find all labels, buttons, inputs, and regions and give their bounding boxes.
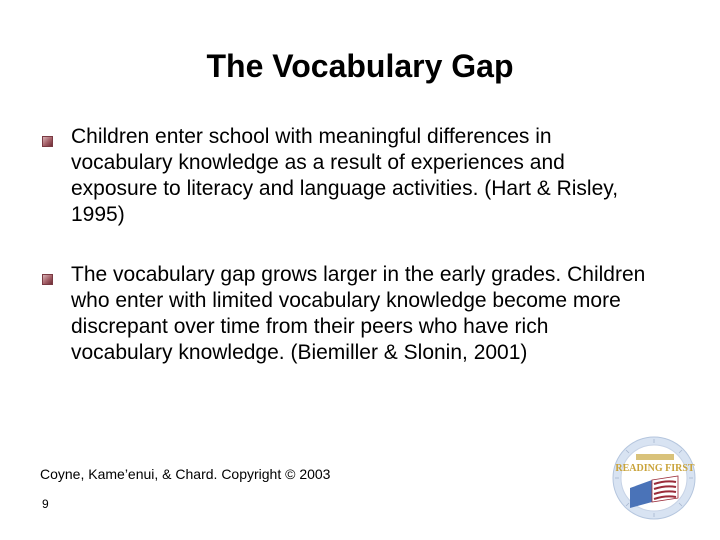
slide-title: The Vocabulary Gap [206, 48, 514, 84]
seal-center-text: READING FIRST [615, 463, 695, 474]
square-bullet-icon [42, 274, 53, 285]
bullet-text: Children enter school with meaningful differences in vocabulary knowledge as a result of experiences and exposure to literacy and language activities. (Hart & Risley, 1995) [71, 125, 619, 226]
reading-first-seal-logo [612, 436, 696, 520]
page-number: 9 [42, 497, 49, 511]
footer-credit: Coyne, Kame’enui, & Chard. Copyright © 2003 [40, 466, 331, 482]
square-bullet-icon [42, 136, 53, 147]
bullet-text: The vocabulary gap grows larger in the early grades. Children who enter with limited vocabulary knowledge become more discrepant over time from their peers who have rich vocabulary knowledge. (Biemiller & Slonin, 2001) [71, 263, 646, 364]
